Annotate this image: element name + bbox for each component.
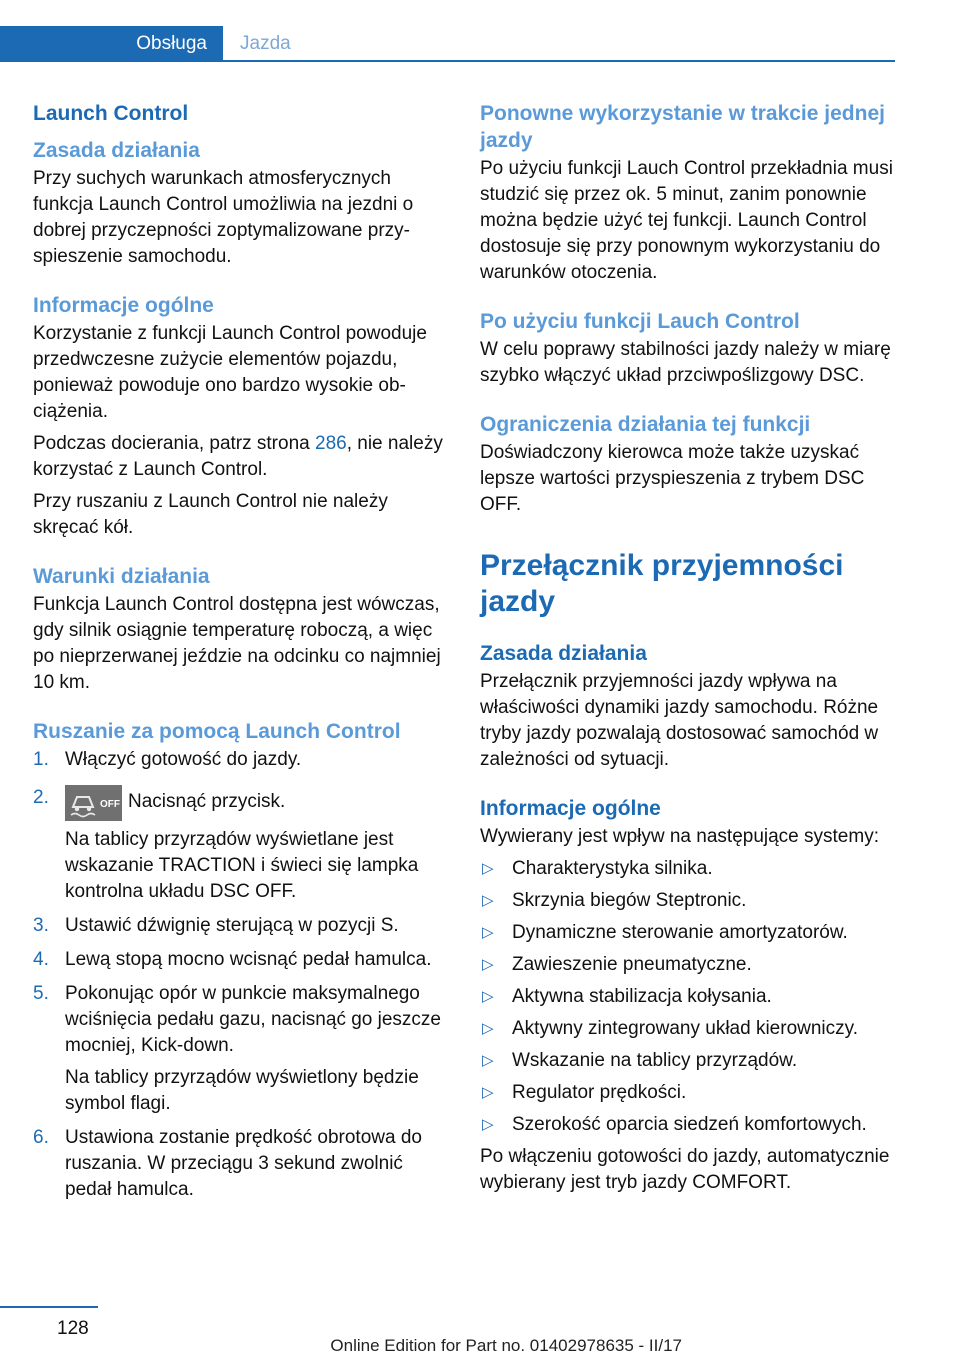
footer-rule xyxy=(0,1306,98,1308)
triangle-bullet-icon: ▷ xyxy=(482,892,494,909)
heading-informacje: Informacje ogólne xyxy=(33,294,214,317)
triangle-bullet-icon: ▷ xyxy=(482,1052,494,1069)
paragraph-po-uzyciu: W celu poprawy stabilności jazdy należy w miarę szybko włączyć układ przciwpoślizgowy DSC. xyxy=(480,339,891,386)
list-item: 5. Pokonując opór w punkcie maksymalnego wciśnięcia pedału gazu, nacisnąć go jeszcze mocniej, Kick-down. Na tablicy przyrządów wyświetlony będzie symbol flagi. xyxy=(33,983,441,1114)
paragraph-closing: Po włączeniu gotowości do jazdy, automatycznie wybierany jest tryb jazdy COMFORT. xyxy=(480,1146,890,1193)
paragraph-informacje-1: Korzystanie z funkcji Launch Control powoduje przedwczesne zużycie elementów pojazdu, ponieważ powoduje ono bardzo wysokie obciążenia. xyxy=(33,323,427,422)
page-reference-link[interactable]: 286 xyxy=(315,433,347,454)
list-item: ▷ Zawieszenie pneumatyczne. xyxy=(480,952,900,978)
triangle-bullet-icon: ▷ xyxy=(482,956,494,973)
heading-zasada-2: Zasada działania xyxy=(480,642,647,665)
list-item: 2. OFF Nacisnąć przycisk. Na tablicy przyrządów wyświetlane jest wskazanie TRACTION i świeci się lampka kontrolna układu DSC OFF. xyxy=(33,787,419,902)
triangle-bullet-icon: ▷ xyxy=(482,860,494,877)
tab-jazda[interactable]: Jazda xyxy=(240,33,291,54)
heading-ograniczenia: Ograniczenia działania tej funkcji xyxy=(480,413,811,436)
systems-list xyxy=(480,856,900,1138)
header-rule xyxy=(223,60,895,62)
right-column xyxy=(480,100,900,1196)
triangle-bullet-icon: ▷ xyxy=(482,1084,494,1101)
left-column xyxy=(33,100,453,1211)
header-tabbar xyxy=(0,26,895,62)
triangle-bullet-icon: ▷ xyxy=(482,1116,494,1133)
list-item: ▷ Skrzynia biegów Steptronic. xyxy=(480,888,900,914)
heading-zasada: Zasada działania xyxy=(33,139,200,162)
paragraph-zasada-2: Przełącznik przyjemności jazdy wpływa na właściwości dynamiki jazdy samochodu. Różne tryby jazdy pozwalają dostosować samochód w zależności od sytuacji. xyxy=(480,671,879,770)
list-item: ▷ Szerokość oparcia siedzeń komfortowych. xyxy=(480,1112,900,1138)
heading-warunki: Warunki działania xyxy=(33,565,210,588)
edition-note: Online Edition for Part no. 01402978635 - II/17 xyxy=(330,1336,682,1355)
triangle-bullet-icon: ▷ xyxy=(482,988,494,1005)
paragraph-ograniczenia: Doświadczony kierowca może także uzyskać lepsze wartości przyspieszenia z trybem DSC OFF. xyxy=(480,442,865,515)
heading-po-uzyciu: Po użyciu funkcji Lauch Control xyxy=(480,310,800,333)
list-item: 1. Włączyć gotowość do jazdy. xyxy=(33,749,302,770)
section-title-launch-control: Launch Control xyxy=(33,102,189,125)
paragraph-informacje-3: Przy ruszaniu z Launch Control nie należy skręcać kół. xyxy=(33,491,388,538)
list-item: ▷ Aktywna stabilizacja kołysania. xyxy=(480,984,900,1010)
dsc-off-button-icon xyxy=(65,785,122,821)
paragraph-ponowne: Po użyciu funkcji Lauch Control przekładnia musi studzić się przez ok. 5 minut, zanim ponownie można będzie użyć tej funkcji. Launch Control dostosuje się przy ponownym wykorzystaniu do warunków otoczenia. xyxy=(480,158,893,283)
page-number: 128 xyxy=(57,1318,89,1339)
list-item: ▷ Dynamiczne sterowanie amortyzatorów. xyxy=(480,920,900,946)
heading-informacje-2: Informacje ogólne xyxy=(480,797,661,820)
list-item: 6. Ustawiona zostanie prędkość obrotowa do ruszania. W przeciągu 3 sekund zwolnić pedał hamulca. xyxy=(33,1127,422,1200)
paragraph-zasada: Przy suchych warunkach atmosferycznych funkcja Launch Control umożliwia na jezdni o dobrej przyczepności zoptymalizowane przyspieszenie samochodu. xyxy=(33,168,414,267)
list-item: ▷ Wskazanie na tablicy przyrządów. xyxy=(480,1048,900,1074)
paragraph-informacje-2: Podczas docierania, patrz strona 286, nie należy korzystać z Launch Control. xyxy=(33,433,443,480)
list-item: ▷ Charakterystyka silnika. xyxy=(480,856,900,882)
paragraph-warunki: Funkcja Launch Control dostępna jest wówczas, gdy silnik osiągnie temperaturę roboczą, a więc po nieprzerwanej jeździe na odcinku co najmniej 10 km. xyxy=(33,594,441,693)
list-item: 3. Ustawić dźwignię sterującą w pozycji S. xyxy=(33,915,399,936)
main-title-przelacznik: Przełącznik przyjemności jazdy xyxy=(480,549,844,618)
steps-list xyxy=(33,747,453,1203)
svg-text:OFF: OFF xyxy=(100,799,120,810)
list-item: 4. Lewą stopą mocno wcisnąć pedał hamulca. xyxy=(33,949,432,970)
paragraph-informacje-2: Wywierany jest wpływ na następujące systemy: xyxy=(480,826,879,847)
tab-obsluga[interactable]: Obsługa xyxy=(0,26,223,62)
list-item: ▷ Regulator prędkości. xyxy=(480,1080,900,1106)
list-item: ▷ Aktywny zintegrowany układ kierowniczy. xyxy=(480,1016,900,1042)
triangle-bullet-icon: ▷ xyxy=(482,924,494,941)
heading-ruszanie: Ruszanie za pomocą Launch Control xyxy=(33,720,401,743)
heading-ponowne: Ponowne wykorzystanie w trakcie jednej jazdy xyxy=(480,102,885,152)
triangle-bullet-icon: ▷ xyxy=(482,1020,494,1037)
